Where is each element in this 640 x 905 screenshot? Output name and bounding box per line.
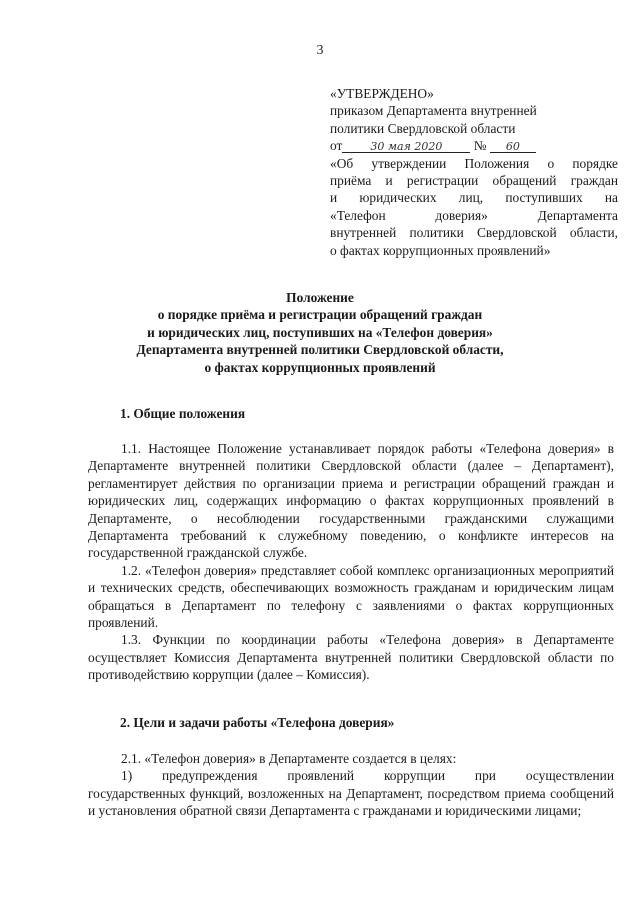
approval-stamp [330, 85, 618, 259]
approval-date-line [330, 137, 618, 154]
date-prefix: от [330, 138, 343, 154]
section-2-body [88, 750, 614, 820]
section-1-heading: 1. Общие положения [120, 406, 246, 421]
handwritten-number: 60 [505, 140, 520, 154]
title-line: о фактах коррупционных проявлений [204, 359, 436, 375]
section-2-heading: 2. Цели и задачи работы «Телефона доверия» [120, 715, 395, 730]
title-line: и юридических лиц, поступивших на «Телефон доверия» [147, 324, 493, 340]
paragraph-1-1: 1.1. Настоящее Положение устанавливает порядок работы «Телефона доверия» в Департаменте внутренней политики Свердловской области (далее – Департамент), регламентирует действия по организации приема и регистрации обращений граждан и юридических лиц, содержащих информацию о фактах коррупционных проявлений в Департаменте, о несоблюдении государственными гражданскими служащими Департамента требований к служебному поведению, о конфликте интересов на государственной гражданской службе. [88, 441, 614, 561]
title-line: о порядке приёма и регистрации обращений граждан [157, 307, 483, 323]
number-sign: № [473, 138, 487, 154]
handwritten-date: 30 мая 2020 [370, 140, 443, 154]
approval-line-1: приказом Департамента внутренней [330, 103, 537, 119]
paragraph-2-1: 2.1. «Телефон доверия» в Департаменте создается в целях: [121, 751, 457, 766]
title-line: Положение [286, 290, 354, 305]
paragraph-1-3: 1.3. Функции по координации работы «Телефона доверия» в Департаменте осуществляет Комиссия Департамента внутренней политики Свердловской области по противодействию коррупции (далее – Комиссия). [88, 632, 614, 683]
list-item-1-lead: 1) предупреждения проявлений коррупции при осуществлении [121, 768, 614, 784]
approval-heading: «УТВЕРЖДЕНО» [330, 86, 434, 101]
order-title-line: «Телефон доверия» Департамента [330, 207, 618, 223]
document-title [60, 289, 580, 376]
order-title-line: внутренней политики Свердловской области, [330, 225, 618, 241]
order-title-line: и юридических лиц, поступивших на [330, 190, 618, 206]
title-line: Департамента внутренней политики Свердловской области, [136, 342, 504, 358]
approval-line-2: политики Свердловской области [330, 120, 516, 136]
order-title-line: приёма и регистрации обращений граждан [330, 173, 618, 189]
order-title-line: о фактах коррупционных проявлений» [330, 242, 551, 258]
order-title-line: «Об утверждении Положения о порядке [330, 155, 618, 171]
list-item-1-rest: государственных функций, возложенных на Департамент, посредством приема сообщений и установления обратной связи Департамента с гражданами и юридическими лицами; [88, 785, 614, 819]
paragraph-1-2: 1.2. «Телефон доверия» представляет собой комплекс организационных мероприятий и технических средств, обеспечивающих возможность гражданам и юридическим лицам обращаться в Департамент по телефону с заявлениями о фактах коррупционных проявлений. [88, 562, 614, 631]
section-1-body [88, 440, 614, 684]
page-number: 3 [316, 43, 324, 58]
